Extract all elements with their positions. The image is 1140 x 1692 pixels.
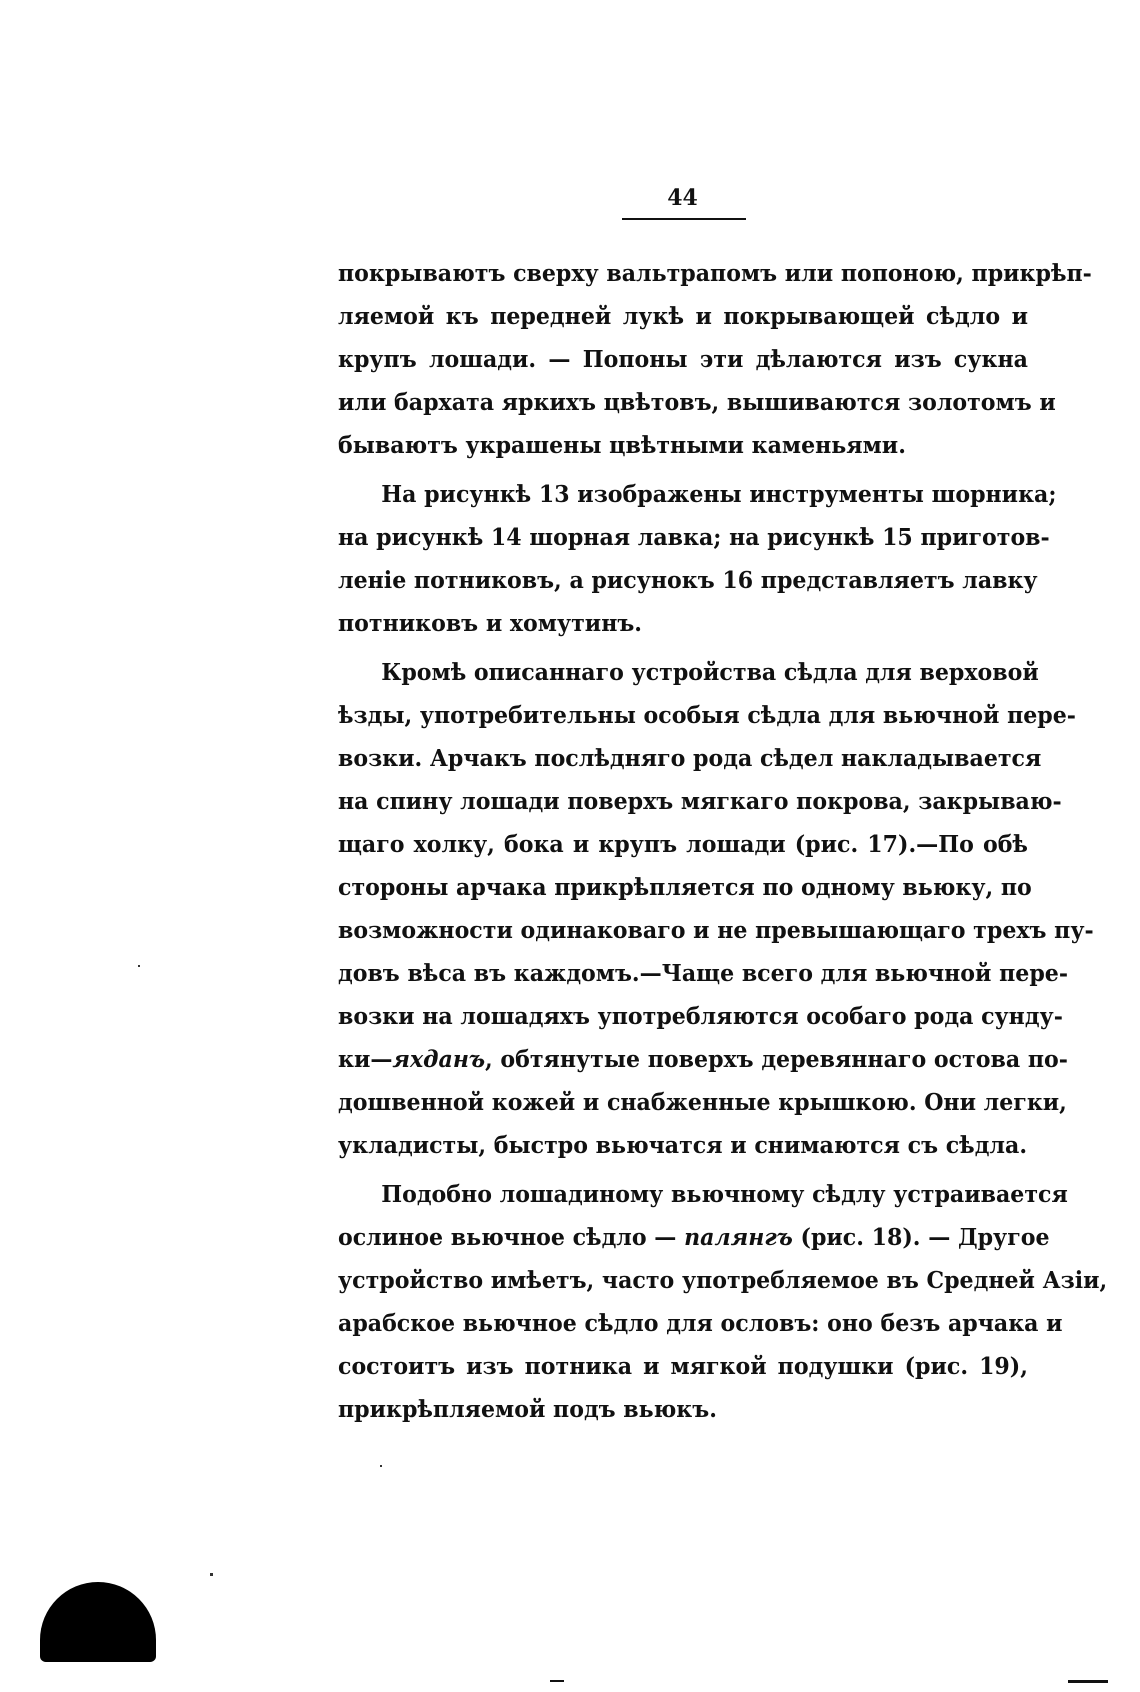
ink-speck bbox=[210, 1573, 213, 1576]
text-line: довъ вѣса въ каждомъ.—Чаще всего для вьючной пере- bbox=[338, 959, 1068, 987]
text-line: крупъ лошади. — Попоны эти дѣлаются изъ сукна bbox=[338, 345, 1028, 373]
text-line: покрываютъ сверху вальтрапомъ или попоною, прикрѣп- bbox=[338, 259, 1092, 287]
text-line: возки. Арчакъ послѣдняго рода сѣдел накладывается bbox=[338, 744, 1042, 772]
text-line: ляемой къ передней лукѣ и покрывающей сѣдло и bbox=[338, 302, 1028, 330]
text-line: стороны арчака прикрѣпляется по одному вьюку, по bbox=[338, 873, 1032, 901]
text-line: леніе потниковъ, а рисунокъ 16 представляетъ лавку bbox=[338, 566, 1038, 594]
text-line: устройство имѣетъ, часто употребляемое въ Средней Азіи, bbox=[338, 1266, 1108, 1294]
page-number: 44 bbox=[667, 185, 698, 211]
text-line: арабское вьючное сѣдло для ословъ: оно безъ арчака и bbox=[338, 1309, 1063, 1337]
text-line: Кромѣ описаннаго устройства сѣдла для верховой bbox=[381, 658, 1039, 686]
text-line: на спину лошади поверхъ мягкаго покрова, закрываю- bbox=[338, 787, 1062, 815]
page-number-rule bbox=[622, 218, 746, 220]
text-line: На рисункѣ 13 изображены инструменты шорника; bbox=[381, 480, 1057, 508]
text-line: дошвенной кожей и снабженные крышкою. Они легки, bbox=[338, 1088, 1067, 1116]
ink-blot bbox=[40, 1582, 156, 1662]
text-line: бываютъ украшены цвѣтными каменьями. bbox=[338, 431, 906, 459]
text-line: возки на лошадяхъ употребляются особаго рода сунду- bbox=[338, 1002, 1063, 1030]
body-text bbox=[338, 252, 1108, 1431]
text-line: прикрѣпляемой подъ вьюкъ. bbox=[338, 1395, 717, 1423]
text-line: ки—яхданъ, обтянутые поверхъ деревяннаго остова по- bbox=[338, 1045, 1068, 1073]
text-line: щаго холку, бока и крупъ лошади (рис. 17).—По обѣ bbox=[338, 830, 1028, 858]
text-line: или бархата яркихъ цвѣтовъ, вышиваются золотомъ и bbox=[338, 388, 1056, 416]
ink-speck bbox=[138, 965, 140, 967]
scan-mark bbox=[1068, 1680, 1108, 1683]
ink-speck bbox=[380, 1465, 382, 1467]
scan-mark bbox=[550, 1680, 564, 1682]
text-line: ослиное вьючное сѣдло — палянгъ (рис. 18). — Другое bbox=[338, 1223, 1050, 1251]
text-line: Подобно лошадиному вьючному сѣдлу устраивается bbox=[381, 1180, 1068, 1208]
text-line: возможности одинаковаго и не превышающаго трехъ пу- bbox=[338, 916, 1094, 944]
text-line: ѣзды, употребительны особыя сѣдла для вьючной пере- bbox=[338, 701, 1076, 729]
text-line: состоитъ изъ потника и мягкой подушки (рис. 19), bbox=[338, 1352, 1028, 1380]
text-line: потниковъ и хомутинъ. bbox=[338, 609, 643, 637]
text-line: на рисункѣ 14 шорная лавка; на рисункѣ 15 приготов- bbox=[338, 523, 1050, 551]
text-line: укладисты, быстро вьючатся и снимаются съ сѣдла. bbox=[338, 1131, 1028, 1159]
